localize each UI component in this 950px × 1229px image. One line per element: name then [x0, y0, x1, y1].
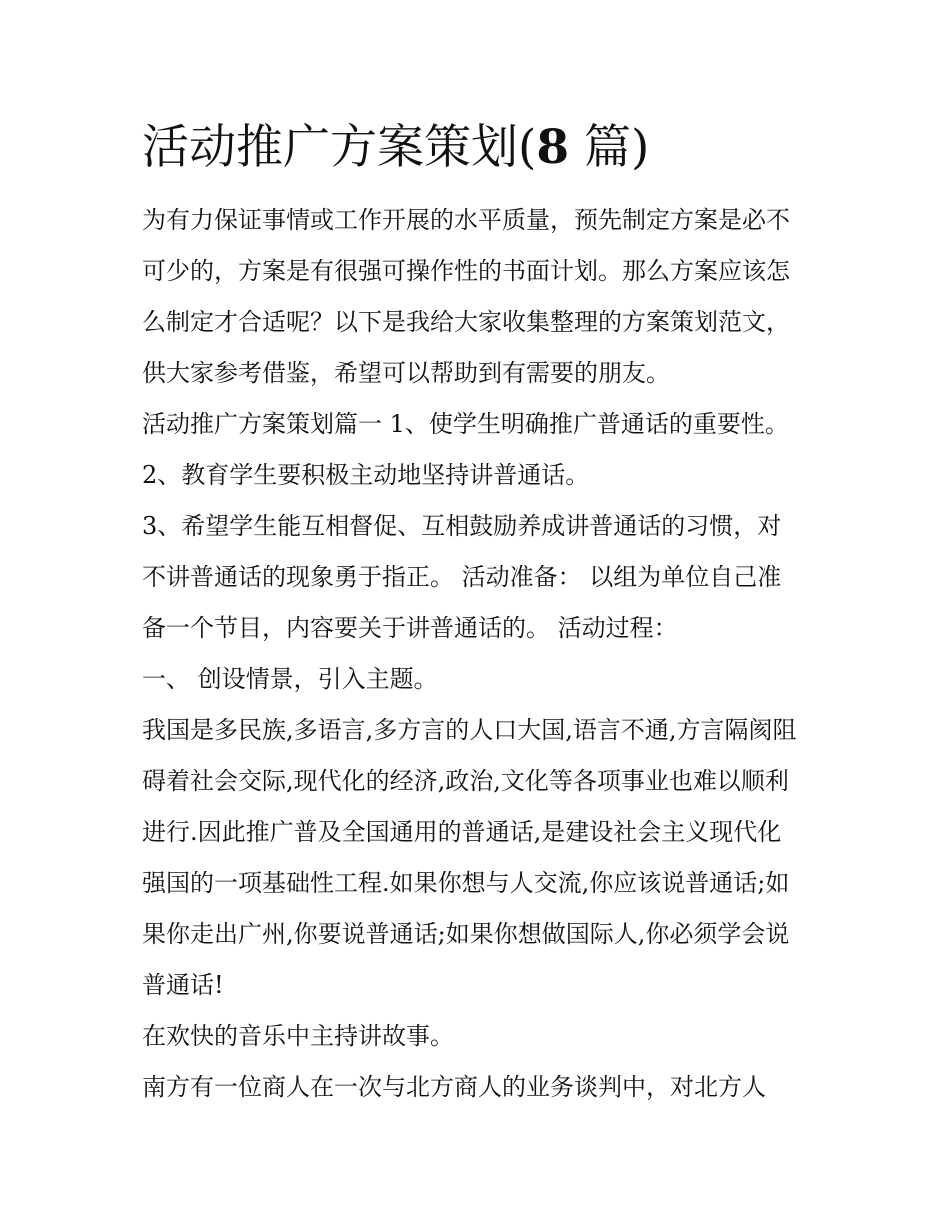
title-text-suffix: 篇)	[569, 120, 650, 175]
body-line: 普通话!	[142, 971, 224, 999]
body-line: 南方有一位商人在一次与北方商人的业务谈判中，对北方人	[142, 1073, 766, 1101]
step-heading: 一、 创设情景，引入主题。	[142, 665, 438, 693]
body-line: 强国的一项基础性工程.如果你想与人交流,你应该说普通话;如	[142, 869, 790, 897]
body-line: 我国是多民族,多语言,多方言的人口大国,语言不通,方言隔阂阻	[142, 716, 797, 744]
body-line: 备一个节目，内容要关于讲普通话的。 活动过程：	[142, 614, 678, 642]
intro-line: 为有力保证事情或工作开展的水平质量，预先制定方案是必不	[142, 206, 790, 234]
body-line: 进行.因此推广普及全国通用的普通话,是建设社会主义现代化	[142, 818, 782, 846]
document-title	[142, 118, 649, 178]
title-number: 8	[536, 120, 570, 175]
goal-item: 2、教育学生要积极主动地坚持讲普通话。	[142, 461, 590, 489]
body-line: 不讲普通话的现象勇于指正。 活动准备： 以组为单位自己准	[142, 563, 782, 591]
intro-line: 可少的，方案是有很强可操作性的书面计划。那么方案应该怎	[142, 257, 790, 285]
title-text-prefix: 活动推广方案策划(	[142, 120, 537, 175]
body-line: 在欢快的音乐中主持讲故事。	[142, 1022, 454, 1050]
section-heading-line: 活动推广方案策划篇一 1、使学生明确推广普通话的重要性。	[142, 410, 789, 438]
body-line: 果你走出广州,你要说普通话;如果你想做国际人,你必须学会说	[142, 920, 790, 948]
intro-line: 供大家参考借鉴，希望可以帮助到有需要的朋友。	[142, 359, 670, 387]
intro-line: 么制定才合适呢？以下是我给大家收集整理的方案策划范文，	[142, 308, 790, 336]
body-line: 碍着社会交际,现代化的经济,政治,文化等各项事业也难以顺利	[142, 767, 789, 795]
goal-item: 3、希望学生能互相督促、互相鼓励养成讲普通话的习惯，对	[142, 512, 782, 540]
